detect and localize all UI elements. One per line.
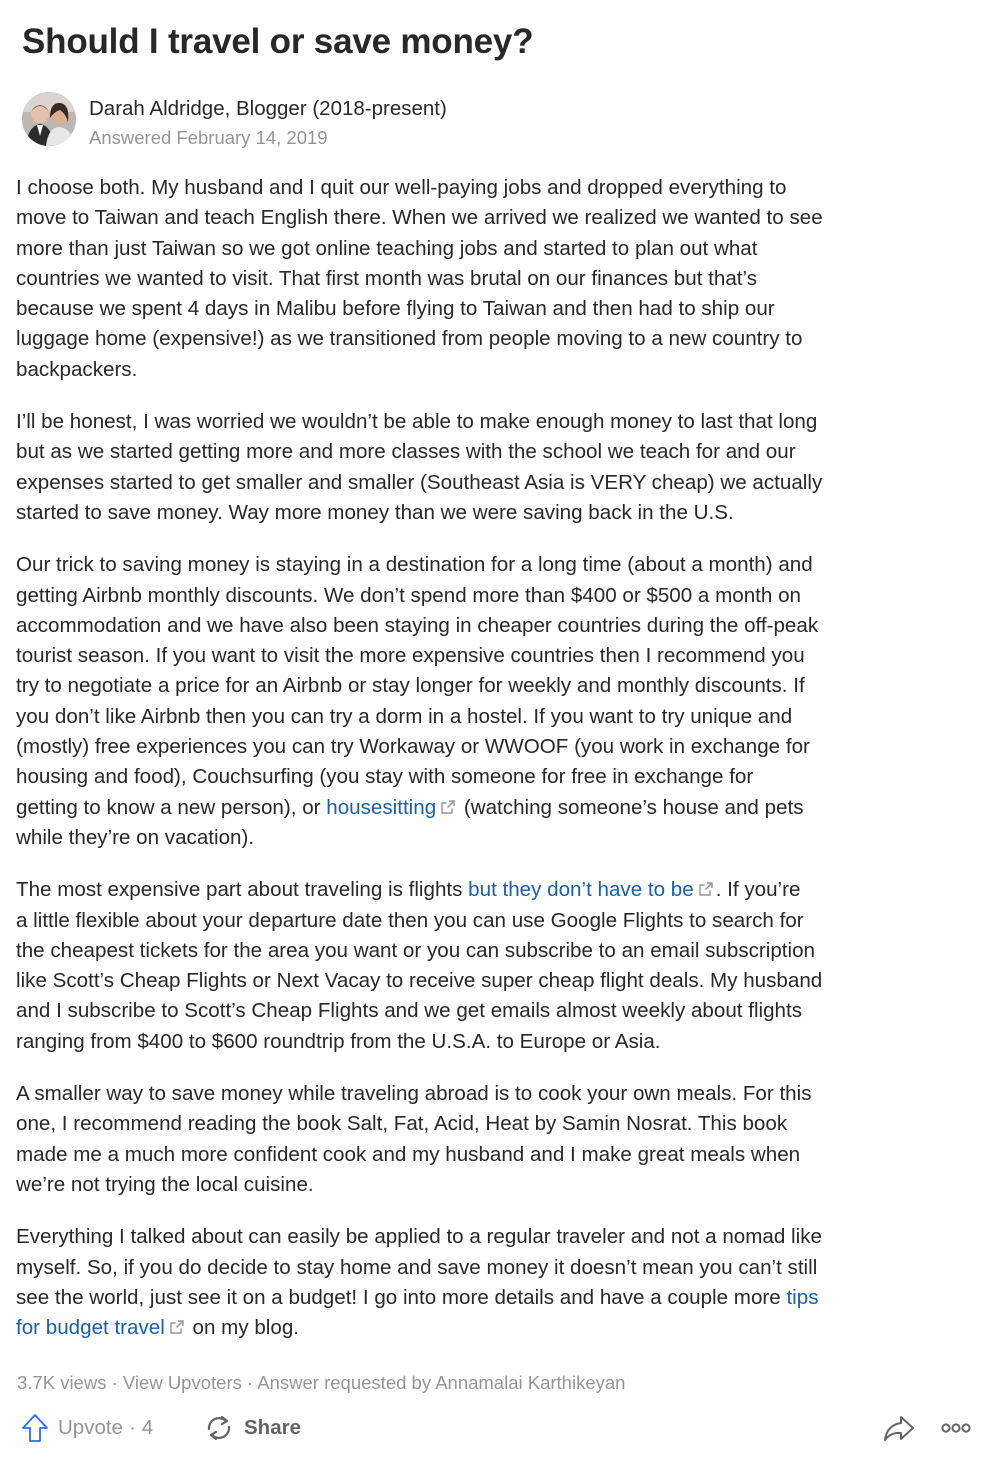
share-label: Share [244, 1416, 301, 1439]
profile-photo-icon [22, 92, 76, 146]
question-title[interactable]: Should I travel or save money? [22, 22, 534, 61]
more-options-button[interactable] [936, 1411, 976, 1445]
more-dots-icon [940, 1422, 972, 1434]
paragraph-text: (watching someone’s house and pets while they’re on vacation). [16, 795, 804, 849]
cheap-flights-link[interactable]: but they don’t have to be [468, 878, 694, 902]
author-avatar[interactable] [22, 92, 76, 146]
author-row [22, 92, 962, 148]
share-button[interactable] [204, 1411, 301, 1445]
answer-paragraph [16, 1222, 978, 1343]
stats-separator: · [241, 1372, 258, 1393]
answer-paragraph [16, 550, 978, 853]
view-upvoters-link[interactable]: View Upvoters [122, 1372, 242, 1393]
paragraph-text: . If you’re a little flexible about your departure date then you can use Google Flights to search for the cheapest tickets for the area you want or you can subscribe to an email subscription like Scott’s Cheap Flights or Next Vacay to receive super cheap flight deals. My husband and I subscribe to Scott’s Cheap Flights and we get emails almost weekly about flights ranging from $400 to $600 roundtrip from the U.S.A. to Europe or Asia. [16, 878, 823, 1053]
external-link-icon [169, 1319, 185, 1335]
author-name[interactable]: Darah Aldridge, Blogger (2018-present) [89, 97, 447, 120]
answer-paragraph [16, 875, 978, 1057]
forward-button[interactable] [882, 1411, 916, 1445]
forward-arrow-icon [883, 1413, 915, 1443]
answer-paragraph: I choose both. My husband and I quit our well-paying jobs and dropped everything to move to Taiwan and teach English there. When we arrived we realized we wanted to see more than just Taiwan so we got online teaching jobs and started to plan out what countries we wanted to visit. That first month was brutal on our finances but that’s because we spent 4 days in Malibu before flying to Taiwan and then had to ship our luggage home (expensive!) as we transitioned from people moving to a new country to backpackers. [16, 176, 823, 381]
paragraph-text: The most expensive part about traveling is flights [16, 878, 469, 902]
view-count: 3.7K views [17, 1372, 107, 1393]
upvote-arrow-icon [20, 1412, 50, 1444]
action-bar [0, 1400, 986, 1457]
answer-paragraph: I’ll be honest, I was worried we wouldn’t be able to make enough money to last that long but as we started getting more and more classes with the school we teach for and our expenses started to get smaller and smaller (Southeast Asia is VERY cheap) we actually started to save money. Way more money than we were saving back in the U.S. [16, 410, 823, 524]
paragraph-text: Everything I talked about can easily be applied to a regular traveler and not a nomad like myself. So, if you do decide to stay home and save money it doesn’t mean you can’t still see the world, just see it on a budget! I go into more details and have a couple more [16, 1225, 822, 1309]
upvote-button[interactable] [20, 1411, 153, 1445]
share-cycle-icon [204, 1413, 234, 1443]
paragraph-text: Our trick to saving money is staying in a destination for a long time (about a month) and getting Airbnb monthly discounts. We don’t spend more than $400 or $500 a month on accommodation and we have also been staying in cheaper countries during the off-peak tourist season. If you want to visit the more expensive countries then I recommend you try to negotiate a price for an Airbnb or stay longer for weekly and monthly discounts. If you don’t like Airbnb then you can try a dorm in a hostel. If you want to try unique and (mostly) free experiences you can try Workaway or WWOOF (you work in exchange for housing and food), Couchsurfing (you stay with someone for free in exchange for getting to know a new person), or [16, 553, 819, 819]
stats-separator: · [106, 1372, 123, 1393]
answer-date[interactable]: Answered February 14, 2019 [89, 127, 328, 148]
external-link-icon [698, 881, 714, 897]
external-link-icon [440, 799, 456, 815]
housesitting-link[interactable]: housesitting [326, 795, 437, 819]
paragraph-text: on my blog. [186, 1316, 300, 1340]
upvote-label: Upvote [58, 1416, 123, 1439]
upvote-count: 4 [141, 1416, 154, 1439]
answer-requested-by: Answer requested by Annamalai Karthikeyan [257, 1372, 626, 1393]
answer-paragraph: A smaller way to save money while traveling abroad is to cook your own meals. For this one, I recommend reading the book Salt, Fat, Acid, Heat by Samin Nosrat. This book made me a much more confident cook and my husband and I make great meals when we’re not trying the local cuisine. [16, 1082, 812, 1196]
answer-body [16, 173, 978, 1365]
upvote-separator: · [128, 1416, 136, 1439]
answer-stats [17, 1370, 625, 1396]
budget-travel-tips-link[interactable]: tips for budget travel [16, 1285, 819, 1340]
